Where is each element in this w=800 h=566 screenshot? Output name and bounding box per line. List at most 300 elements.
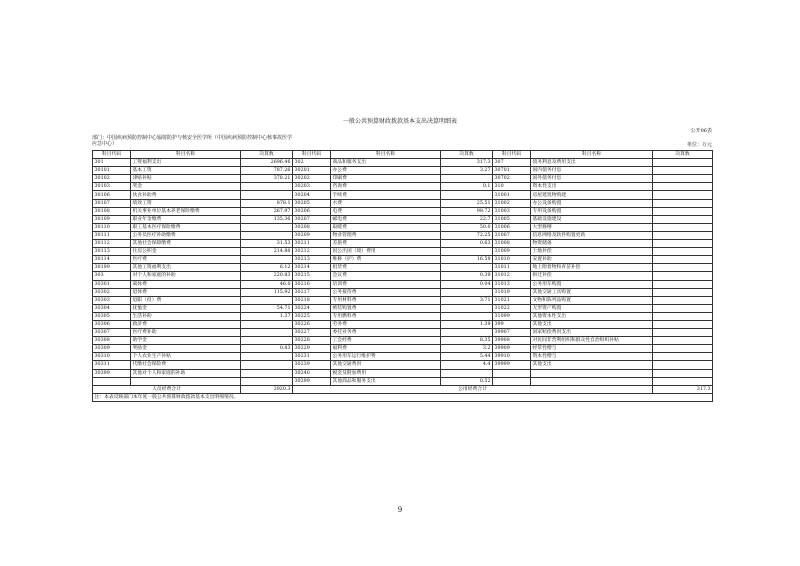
- table-cell: 其他社会保障缴费: [131, 240, 241, 248]
- table-cell: 31012: [493, 272, 531, 280]
- table-cell: 3.2: [441, 345, 493, 353]
- table-cell: 30231: [293, 353, 331, 361]
- table-row: [93, 369, 713, 377]
- table-cell: 电费: [331, 207, 441, 215]
- table-cell: [653, 288, 713, 296]
- table-row: [93, 240, 713, 248]
- table-cell: [441, 264, 493, 272]
- table-row: [93, 329, 713, 337]
- table-cell: [653, 320, 713, 328]
- table-cell: [441, 191, 493, 199]
- table-cell: [653, 337, 713, 345]
- table-cell: 30301: [93, 280, 131, 288]
- table-cell: [653, 280, 713, 288]
- table-cell: 8.35: [441, 337, 493, 345]
- table-cell: [653, 264, 713, 272]
- table-cell: 31007: [493, 231, 531, 239]
- table-cell: [241, 231, 293, 239]
- table-cell: 30212: [293, 248, 331, 256]
- table-cell: 30114: [93, 256, 131, 264]
- table-cell: [241, 223, 293, 231]
- table-cell: 30227: [293, 329, 331, 337]
- table-cell: [653, 296, 713, 304]
- table-cell: [241, 320, 293, 328]
- table-cell: 退职（役）费: [131, 296, 241, 304]
- table-cell: 30229: [293, 345, 331, 353]
- table-cell: 31013: [493, 280, 531, 288]
- table-cell: 培训费: [331, 280, 441, 288]
- table-cell: 30101: [93, 167, 131, 175]
- table-cell: 30239: [293, 361, 331, 369]
- page-title: 一般公共预算财政拨款基本支出决算明细表: [342, 118, 457, 125]
- table-cell: 378.21: [241, 175, 293, 183]
- table-row: [93, 231, 713, 239]
- table-cell: 被装购置费: [331, 304, 441, 312]
- table-cell: 30309: [93, 345, 131, 353]
- table-cell: 30111: [93, 231, 131, 239]
- table-cell: [653, 167, 713, 175]
- table-cell: 其他工资福利支出: [131, 264, 241, 272]
- table-cell: 31.53: [241, 240, 293, 248]
- table-cell: 30203: [293, 183, 331, 191]
- table-cell: 30307: [93, 329, 131, 337]
- table-cell: 其他资本性支出: [531, 312, 653, 320]
- table-cell: [653, 329, 713, 337]
- table-cell: 31001: [493, 191, 531, 199]
- table-cell: [241, 353, 293, 361]
- table-cell: 72.25: [441, 231, 493, 239]
- table-cell: 专用材料费: [331, 296, 441, 304]
- table-row: [93, 159, 713, 167]
- table-cell: 资本性支出: [531, 183, 653, 191]
- table-cell: 地上附着物和青苗补偿: [531, 264, 653, 272]
- table-cell: 对个人和家庭的补助: [131, 272, 241, 280]
- table-cell: 国外债务付息: [531, 175, 653, 183]
- table-cell: 救济费: [131, 320, 241, 328]
- table-cell: 31011: [493, 264, 531, 272]
- column-header: 决算数: [653, 151, 713, 159]
- table-cell: [241, 329, 293, 337]
- table-cell: 津贴补贴: [131, 175, 241, 183]
- table-row: [93, 304, 713, 312]
- table-cell: 303: [93, 272, 131, 280]
- table-cell: 个人农业生产补贴: [131, 353, 241, 361]
- table-cell: [653, 207, 713, 215]
- table-cell: 公务接待费: [331, 288, 441, 296]
- table-row: [93, 361, 713, 369]
- table-cell: 31099: [493, 312, 531, 320]
- table-cell: 3.27: [441, 167, 493, 175]
- table-cell: 手续费: [331, 191, 441, 199]
- table-cell: 30310: [93, 353, 131, 361]
- column-header: 科目代码: [493, 151, 531, 159]
- table-cell: 30113: [93, 248, 131, 256]
- table-cell: [241, 183, 293, 191]
- table-cell: 30103: [93, 183, 131, 191]
- table-cell: 30226: [293, 320, 331, 328]
- table-cell: 工会经费: [331, 337, 441, 345]
- table-cell: 30108: [93, 207, 131, 215]
- table-cell: 30701: [493, 167, 531, 175]
- header-row: [93, 151, 713, 159]
- table-cell: 债务利息及费用支出: [531, 159, 653, 167]
- table-cell: 经常性赠与: [531, 345, 653, 353]
- table-cell: [531, 377, 653, 385]
- table-cell: 30110: [93, 223, 131, 231]
- table-cell: 31002: [493, 199, 531, 207]
- table-cell: 奖励金: [131, 345, 241, 353]
- table-row: [93, 337, 713, 345]
- table-cell: 机关事业单位基本养老保险缴费: [131, 207, 241, 215]
- table-cell: [653, 223, 713, 231]
- table-row: [93, 320, 713, 328]
- table-cell: [653, 361, 713, 369]
- table-cell: [241, 256, 293, 264]
- table-cell: [653, 377, 713, 385]
- table-cell: 会议费: [331, 272, 441, 280]
- table-cell: [241, 296, 293, 304]
- table-row: [93, 223, 713, 231]
- table-cell: 30224: [293, 304, 331, 312]
- table-cell: 31008: [493, 240, 531, 248]
- table-cell: 物资储备: [531, 240, 653, 248]
- table-cell: 租赁费: [331, 264, 441, 272]
- table-cell: 39907: [493, 329, 531, 337]
- table-cell: 福利费: [331, 345, 441, 353]
- table-cell: 214.88: [241, 248, 293, 256]
- table-cell: [653, 191, 713, 199]
- table-cell: 30214: [293, 264, 331, 272]
- table-cell: 787.26: [241, 167, 293, 175]
- public-total-value: 317.3: [653, 385, 713, 393]
- personnel-total-label: 人员经费合计: [93, 385, 241, 393]
- table-cell: 30207: [293, 215, 331, 223]
- table-row: [93, 264, 713, 272]
- table-cell: 其他交通工具购置: [531, 288, 653, 296]
- table-row: [93, 345, 713, 353]
- table-cell: [441, 175, 493, 183]
- table-cell: 16.59: [441, 256, 493, 264]
- table-row: [93, 256, 713, 264]
- table-cell: 邮电费: [331, 215, 441, 223]
- table-cell: 咨询费: [331, 183, 441, 191]
- table-cell: 房屋建筑物购建: [531, 191, 653, 199]
- table-cell: 50.0: [441, 223, 493, 231]
- table-cell: [441, 248, 493, 256]
- table-cell: [653, 199, 713, 207]
- table-cell: 安置补助: [531, 256, 653, 264]
- table-cell: 30199: [93, 264, 131, 272]
- totals-row: [93, 385, 713, 393]
- table-cell: 取暖费: [331, 223, 441, 231]
- column-header: 决算数: [441, 151, 493, 159]
- table-cell: 国内债务付息: [531, 167, 653, 175]
- table-cell: 30304: [93, 304, 131, 312]
- table-cell: 30303: [93, 296, 131, 304]
- table-cell: 1.37: [241, 312, 293, 320]
- table-cell: 31010: [493, 256, 531, 264]
- table-cell: 其他支出: [531, 361, 653, 369]
- table-cell: 维修（护）费: [331, 256, 441, 264]
- table-cell: 5.44: [441, 353, 493, 361]
- table-cell: [653, 272, 713, 280]
- table-row: [93, 175, 713, 183]
- table-cell: [653, 240, 713, 248]
- table-cell: [493, 377, 531, 385]
- table-cell: 水费: [331, 199, 441, 207]
- table-cell: 135.36: [241, 215, 293, 223]
- table-cell: 0.04: [441, 280, 493, 288]
- table-cell: 30213: [293, 256, 331, 264]
- table-cell: 劳务费: [331, 320, 441, 328]
- table-note: 注：本表反映部门本年度一般公共预算财政拨款基本支出明细情况。: [93, 393, 713, 401]
- table-cell: 基础设施建设: [531, 215, 653, 223]
- table-cell: [653, 345, 713, 353]
- table-cell: 职工基本医疗保险缴费: [131, 223, 241, 231]
- table-cell: 住房公积金: [131, 248, 241, 256]
- table-cell: 代缴社会保险费: [131, 361, 241, 369]
- table-row: [93, 377, 713, 385]
- table-cell: [441, 369, 493, 377]
- table-cell: [653, 215, 713, 223]
- column-header: 科目代码: [293, 151, 331, 159]
- table-cell: 39999: [493, 361, 531, 369]
- table-cell: 公务用车购置: [531, 280, 653, 288]
- table-cell: [653, 159, 713, 167]
- table-cell: 文物和陈列品购置: [531, 296, 653, 304]
- table-cell: 30299: [293, 377, 331, 385]
- table-cell: 离休费: [131, 280, 241, 288]
- table-row: [93, 207, 713, 215]
- table-cell: 30206: [293, 207, 331, 215]
- table-cell: 30107: [93, 199, 131, 207]
- table-cell: [441, 288, 493, 296]
- table-cell: 0.39: [441, 272, 493, 280]
- table-cell: 39908: [493, 337, 531, 345]
- table-cell: [131, 377, 241, 385]
- table-cell: [241, 377, 293, 385]
- table-cell: 伙食补助费: [131, 191, 241, 199]
- table-cell: 0.83: [241, 345, 293, 353]
- table-cell: 310: [493, 183, 531, 191]
- table-cell: 30201: [293, 167, 331, 175]
- table-cell: 30112: [93, 240, 131, 248]
- table-cell: [653, 256, 713, 264]
- table-cell: [241, 361, 293, 369]
- column-header: 科目代码: [93, 151, 131, 159]
- table-cell: 30102: [93, 175, 131, 183]
- table-cell: 退休费: [131, 288, 241, 296]
- table-row: [93, 280, 713, 288]
- table-cell: 301: [93, 159, 131, 167]
- table-cell: 267.97: [241, 207, 293, 215]
- table-cell: 30228: [293, 337, 331, 345]
- note-row: [93, 393, 713, 401]
- table-code: 公开06表: [690, 128, 712, 134]
- table-row: [93, 248, 713, 256]
- table-cell: 公务员医疗补助缴费: [131, 231, 241, 239]
- table-cell: 22.7: [441, 215, 493, 223]
- table-cell: 115.92: [241, 288, 293, 296]
- table-cell: 31009: [493, 248, 531, 256]
- table-cell: 医疗费补助: [131, 329, 241, 337]
- table-cell: 25.51: [441, 199, 493, 207]
- table-row: [93, 183, 713, 191]
- table-cell: 302: [293, 159, 331, 167]
- expenditure-table: [92, 150, 713, 402]
- table-row: [93, 288, 713, 296]
- table-cell: [441, 304, 493, 312]
- page-number: 9: [397, 506, 403, 514]
- table-cell: 医疗费: [131, 256, 241, 264]
- table-cell: [241, 337, 293, 345]
- table-cell: 委托业务费: [331, 329, 441, 337]
- table-cell: 物业管理费: [331, 231, 441, 239]
- table-cell: 0.52: [441, 377, 493, 385]
- table-cell: 3.71: [441, 296, 493, 304]
- table-cell: 220.83: [241, 272, 293, 280]
- table-cell: 专用设备购置: [531, 207, 653, 215]
- table-cell: 印刷费: [331, 175, 441, 183]
- table-cell: 大型修缮: [531, 223, 653, 231]
- table-cell: 6.12: [241, 264, 293, 272]
- table-cell: 拆迁补偿: [531, 272, 653, 280]
- table-cell: 30209: [293, 231, 331, 239]
- table-cell: 30305: [93, 312, 131, 320]
- table-cell: 专用燃料费: [331, 312, 441, 320]
- table-cell: 国家赔偿费用支出: [531, 329, 653, 337]
- table-cell: 39909: [493, 345, 531, 353]
- table-cell: [241, 369, 293, 377]
- table-cell: 317.3: [441, 159, 493, 167]
- public-total-label: 公用经费合计: [293, 385, 653, 393]
- table-cell: 因公出国（境）费用: [331, 248, 441, 256]
- table-cell: 31003: [493, 207, 531, 215]
- table-cell: 0.1: [441, 183, 493, 191]
- table-cell: 30306: [93, 320, 131, 328]
- table-cell: 差旅费: [331, 240, 441, 248]
- table-cell: 抚恤金: [131, 304, 241, 312]
- table-cell: 30208: [293, 223, 331, 231]
- table-cell: 30106: [93, 191, 131, 199]
- table-cell: 其他商品和服务支出: [331, 377, 441, 385]
- table-cell: [241, 191, 293, 199]
- table-cell: 39910: [493, 353, 531, 361]
- table-cell: 其他交通费用: [331, 361, 441, 369]
- table-cell: 1.39: [441, 320, 493, 328]
- table-row: [93, 296, 713, 304]
- table-cell: 生活补助: [131, 312, 241, 320]
- table-cell: [441, 312, 493, 320]
- table-cell: 2696.46: [241, 159, 293, 167]
- table-cell: 98.72: [441, 207, 493, 215]
- column-header: 决算数: [241, 151, 293, 159]
- table-cell: 31005: [493, 215, 531, 223]
- table-cell: [653, 183, 713, 191]
- table-cell: [653, 312, 713, 320]
- column-header: 科目名称: [331, 151, 441, 159]
- table-cell: 46.0: [241, 280, 293, 288]
- table-cell: 30311: [93, 361, 131, 369]
- table-cell: 30204: [293, 191, 331, 199]
- table-cell: 31021: [493, 296, 531, 304]
- table-cell: 奖金: [131, 183, 241, 191]
- table-row: [93, 312, 713, 320]
- table-cell: 399: [493, 320, 531, 328]
- table-cell: 30308: [93, 337, 131, 345]
- table-cell: 30218: [293, 296, 331, 304]
- table-cell: 30205: [293, 199, 331, 207]
- table-cell: 工资福利支出: [131, 159, 241, 167]
- table-cell: 30216: [293, 280, 331, 288]
- table-row: [93, 215, 713, 223]
- table-cell: [653, 369, 713, 377]
- table-cell: 其他对个人和家庭的补助: [131, 369, 241, 377]
- table-row: [93, 191, 713, 199]
- table-cell: 31019: [493, 288, 531, 296]
- table-cell: [441, 329, 493, 337]
- table-cell: 30215: [293, 272, 331, 280]
- table-cell: 30109: [93, 215, 131, 223]
- table-cell: [653, 175, 713, 183]
- table-cell: 30217: [293, 288, 331, 296]
- table-cell: 54.71: [241, 304, 293, 312]
- table-cell: 30211: [293, 240, 331, 248]
- table-cell: 信息网络及软件购置更新: [531, 231, 653, 239]
- table-cell: [493, 369, 531, 377]
- table-cell: 4.4: [441, 361, 493, 369]
- table-cell: 无形资产购置: [531, 304, 653, 312]
- table-cell: 0.63: [441, 240, 493, 248]
- table-cell: 办公费: [331, 167, 441, 175]
- table-cell: 30202: [293, 175, 331, 183]
- table-cell: [653, 353, 713, 361]
- table-cell: 助学金: [131, 337, 241, 345]
- department-label: 部门：中国疾病预防控制中心辐射防护与核安全医学所（中国疾病预防控制中心核事故医学应急中心）: [92, 135, 293, 147]
- table-cell: 其他支出: [531, 320, 653, 328]
- table-cell: 30399: [93, 369, 131, 377]
- personnel-total-value: 2920.3: [241, 385, 293, 393]
- table-cell: 30302: [93, 288, 131, 296]
- table-cell: 公务用车运行维护费: [331, 353, 441, 361]
- table-cell: [653, 304, 713, 312]
- table-cell: 绩效工资: [131, 199, 241, 207]
- table-cell: 31006: [493, 223, 531, 231]
- table-cell: [653, 248, 713, 256]
- column-header: 科目名称: [531, 151, 653, 159]
- column-header: 科目名称: [131, 151, 241, 159]
- table-cell: 办公设备购置: [531, 199, 653, 207]
- table-row: [93, 167, 713, 175]
- table-row: [93, 199, 713, 207]
- table-cell: 职业年金缴费: [131, 215, 241, 223]
- table-cell: 税金及附加费用: [331, 369, 441, 377]
- table-cell: 对民间非营利组织和群众性自治组织补贴: [531, 337, 653, 345]
- table-cell: 31022: [493, 304, 531, 312]
- table-cell: 资本性赠与: [531, 353, 653, 361]
- table-cell: [653, 231, 713, 239]
- table-cell: 878.1: [241, 199, 293, 207]
- table-cell: 30225: [293, 312, 331, 320]
- table-cell: 30240: [293, 369, 331, 377]
- table-cell: 307: [493, 159, 531, 167]
- table-row: [93, 353, 713, 361]
- table-cell: 基本工资: [131, 167, 241, 175]
- table-cell: [531, 369, 653, 377]
- table-cell: 30702: [493, 175, 531, 183]
- unit-label: 单位：万元: [686, 142, 712, 148]
- table-cell: [93, 377, 131, 385]
